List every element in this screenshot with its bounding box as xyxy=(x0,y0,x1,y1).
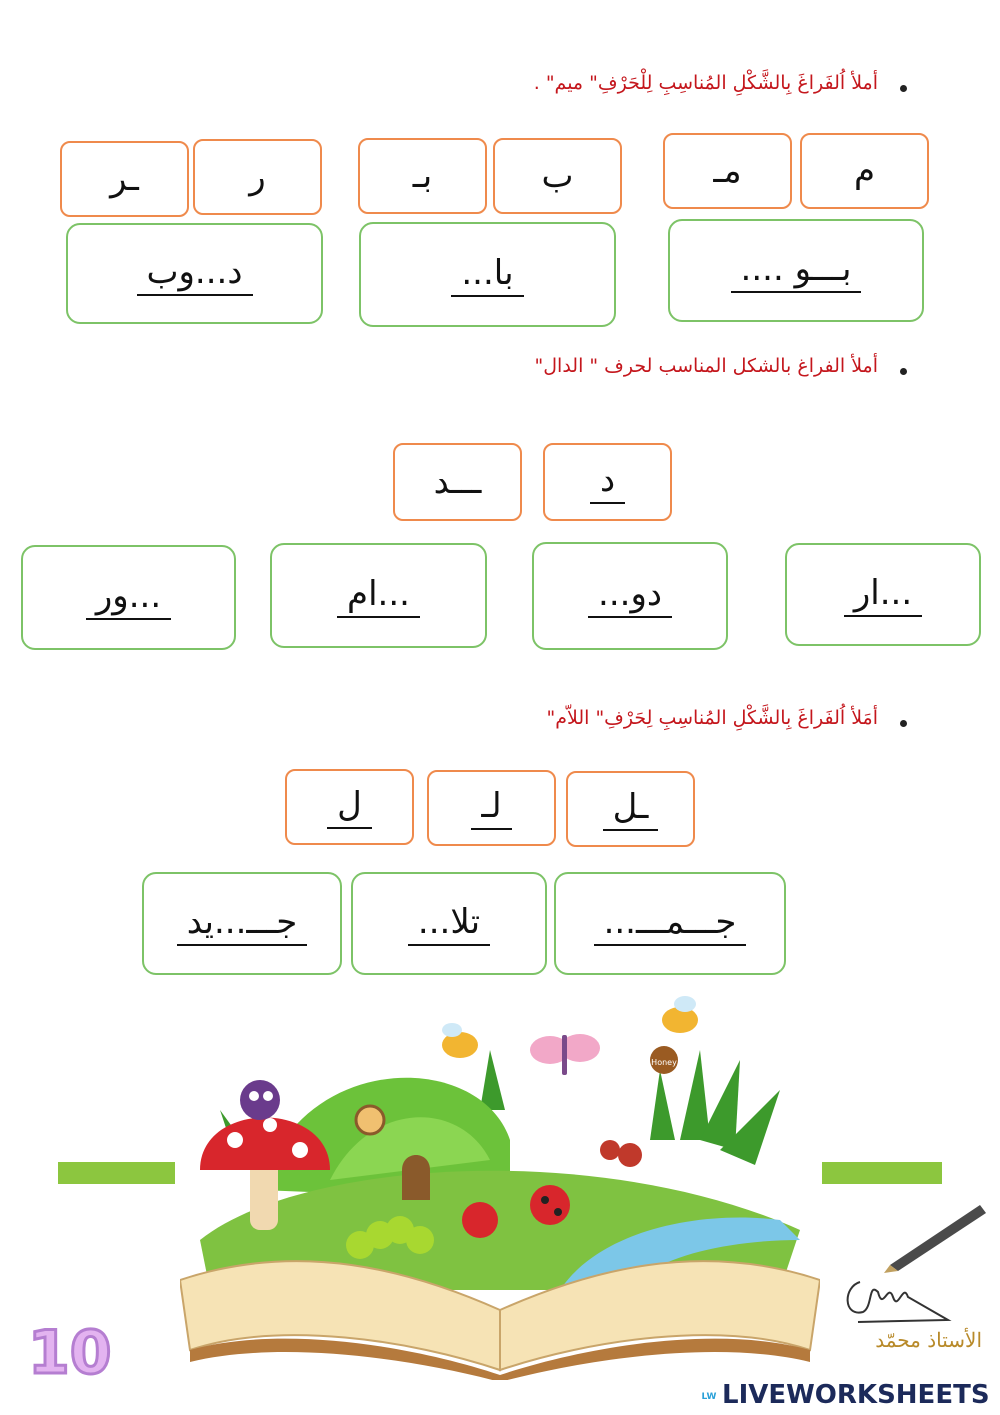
option-dal-isolated[interactable] xyxy=(543,443,672,521)
option-meem-initial[interactable] xyxy=(663,133,792,209)
option-label: مـ xyxy=(713,151,742,191)
option-label: د xyxy=(590,460,625,504)
option-label: ـــد xyxy=(433,462,482,502)
bullet-3 xyxy=(900,720,907,727)
word-text: ...ام xyxy=(337,574,420,618)
word-box-1[interactable] xyxy=(668,219,924,322)
word-box-2[interactable] xyxy=(359,222,616,327)
word-text: ...ور xyxy=(86,576,171,620)
word-text: با... xyxy=(451,253,523,297)
bullet-1 xyxy=(900,85,907,92)
teacher-name: الأستاذ محمّد xyxy=(875,1328,982,1352)
word-text: د...وب xyxy=(137,252,253,296)
word-box-7[interactable] xyxy=(21,545,236,650)
green-bar-right xyxy=(822,1162,942,1184)
teacher-signature xyxy=(838,1262,958,1332)
green-bar-left xyxy=(58,1162,175,1184)
word-text: بـــو .... xyxy=(731,249,862,293)
word-box-10[interactable] xyxy=(142,872,342,975)
word-text: ...ار xyxy=(844,573,922,617)
option-raa-final[interactable] xyxy=(60,141,189,217)
word-box-6[interactable] xyxy=(270,543,487,648)
option-baa-initial[interactable] xyxy=(358,138,487,214)
option-meem-isolated[interactable] xyxy=(800,133,929,209)
word-text: جـــمـــ... xyxy=(594,902,747,946)
word-text: تلا... xyxy=(408,902,490,946)
word-text: جـــ...يد xyxy=(177,902,308,946)
instruction-lam: أمَلأ اُلفَراغَ بِالشَّكْلِ المُناسِبِ لِحَرْفِ" اللاّم" xyxy=(546,707,878,729)
option-lam-final[interactable] xyxy=(566,771,695,847)
option-raa-isolated[interactable] xyxy=(193,139,322,215)
word-box-5[interactable] xyxy=(532,542,728,650)
option-dal-final[interactable] xyxy=(393,443,522,521)
bullet-2 xyxy=(900,368,907,375)
word-text: دو... xyxy=(588,574,672,618)
option-label: لـ xyxy=(471,786,511,830)
option-label: بـ xyxy=(412,156,433,196)
option-label: ـل xyxy=(603,787,659,831)
option-lam-initial[interactable] xyxy=(427,770,556,846)
logo-prefix: LW xyxy=(701,1392,717,1402)
option-label: ـر xyxy=(110,159,139,199)
liveworksheets-logo-icon xyxy=(698,1384,720,1410)
word-box-3[interactable] xyxy=(66,223,323,324)
option-label: ر xyxy=(249,157,266,197)
option-label: م xyxy=(853,151,876,191)
word-box-9[interactable] xyxy=(351,872,547,975)
page-number: 10 xyxy=(28,1318,112,1388)
option-label: ل xyxy=(327,785,372,829)
instruction-meem: أملأ اُلفَراغَ بِالشَّكْلِ المُناسِبِ لِلْحَرْفِ" ميم" . xyxy=(533,72,878,94)
storybook-illustration xyxy=(180,990,820,1380)
instruction-dal: أملأ الفراغ بالشكل المناسب لحرف " الدال" xyxy=(534,355,878,377)
honey-label: Honey xyxy=(651,1058,677,1067)
option-lam-isolated[interactable] xyxy=(285,769,414,845)
liveworksheets-brand[interactable]: LIVEWORKSHEETS xyxy=(722,1380,990,1410)
option-baa-isolated[interactable] xyxy=(493,138,622,214)
word-box-4[interactable] xyxy=(785,543,981,646)
word-box-8[interactable] xyxy=(554,872,786,975)
option-label: ب xyxy=(541,156,574,196)
